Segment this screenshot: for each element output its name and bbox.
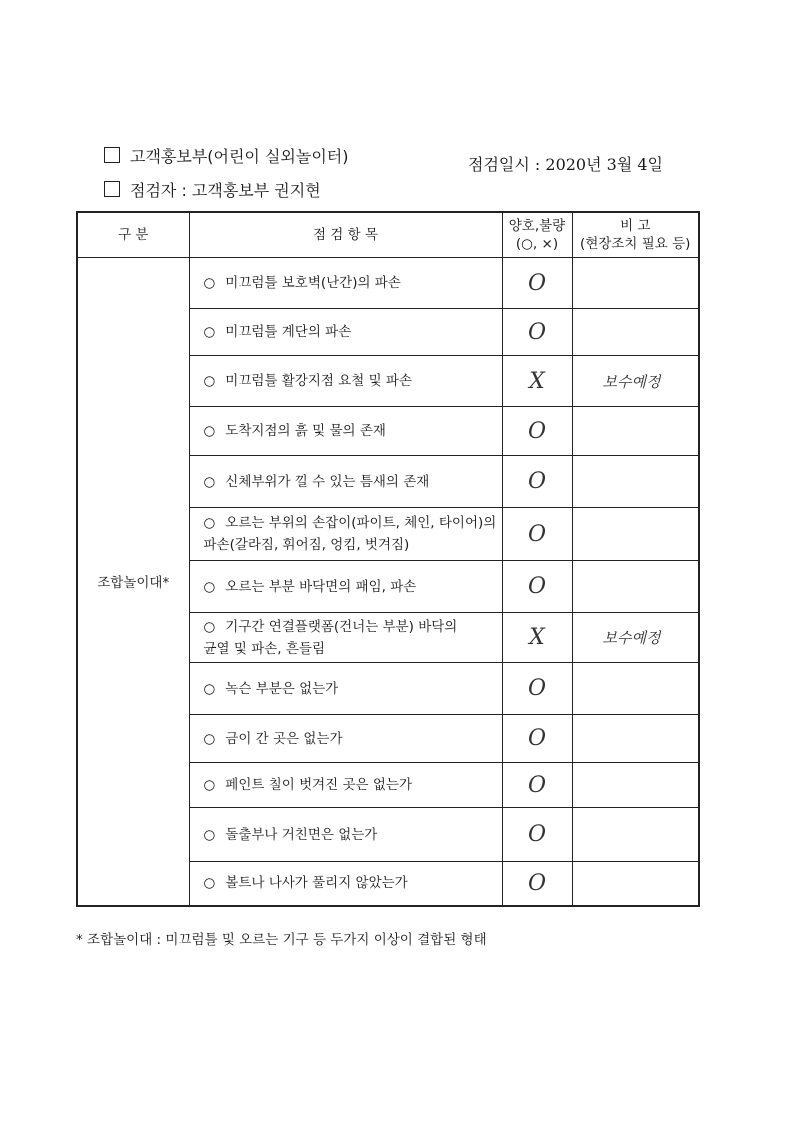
bullet-icon: ○ (203, 423, 216, 439)
note-cell (572, 808, 699, 862)
item-cell (189, 356, 502, 407)
checkbox-icon (104, 147, 120, 163)
category-cell: 조합놀이대* (77, 258, 189, 906)
result-mark: X (502, 613, 572, 663)
note-cell: 보수예정 (572, 613, 699, 663)
inspection-date: 점검일시 : 2020년 3월 4일 (468, 155, 664, 174)
bullet-icon: ○ (203, 324, 216, 340)
item-cell (189, 808, 502, 862)
bullet-icon: ○ (203, 618, 216, 635)
bullet-icon: ○ (203, 777, 216, 793)
items-header: 점 검 항 목 (189, 212, 502, 258)
result-mark: O (502, 862, 572, 906)
result-mark: O (502, 808, 572, 862)
category-header: 구 분 (77, 212, 189, 258)
note-cell (572, 309, 699, 356)
item-cell (189, 663, 502, 715)
note-cell (572, 862, 699, 906)
inspector-text: 점검자 : 고객홍보부 권지현 (130, 181, 321, 200)
note-cell (572, 663, 699, 715)
inspector-line (104, 178, 321, 201)
result-mark: O (502, 309, 572, 356)
item-text: 돌출부나 거친면은 없는가 (225, 826, 378, 843)
note-cell (572, 763, 699, 808)
item-cell (189, 456, 502, 508)
item-text: 볼트나 나사가 풀리지 않았는가 (225, 875, 408, 892)
item-text: 도착지점의 흙 및 물의 존재 (225, 423, 386, 439)
bullet-icon: ○ (203, 578, 216, 595)
item-text: 신체부위가 낄 수 있는 틈새의 존재 (225, 473, 430, 490)
table-header-row (77, 212, 699, 258)
item-cell (189, 561, 502, 613)
item-cell (189, 613, 502, 663)
item-cell (189, 258, 502, 309)
result-mark: O (502, 561, 572, 613)
result-mark: O (502, 258, 572, 309)
note-cell (572, 561, 699, 613)
table-row (77, 258, 699, 309)
item-cell (189, 309, 502, 356)
item-cell (189, 508, 502, 561)
bullet-icon: ○ (203, 730, 216, 747)
item-text: 미끄럼틀 보호벽(난간)의 파손 (225, 275, 401, 291)
result-header: 양호,불량 (○, ×) (502, 212, 572, 258)
item-text: 페인트 칠이 벗겨진 곳은 없는가 (225, 777, 412, 793)
item-cell (189, 862, 502, 906)
bullet-icon: ○ (203, 875, 216, 892)
bullet-icon: ○ (203, 515, 216, 531)
note-cell (572, 508, 699, 561)
result-mark: O (502, 407, 572, 456)
item-text: 오르는 부분 바닥면의 패임, 파손 (225, 578, 417, 595)
item-text: 미끄럼틀 계단의 파손 (225, 324, 352, 340)
result-mark: O (502, 763, 572, 808)
item-text-line2: 균열 및 파손, 흔들림 (203, 640, 325, 657)
bullet-icon: ○ (203, 373, 216, 389)
note-cell (572, 715, 699, 763)
note-cell: 보수예정 (572, 356, 699, 407)
note-cell (572, 407, 699, 456)
result-mark: O (502, 456, 572, 508)
item-cell (189, 715, 502, 763)
org-line (104, 144, 349, 167)
bullet-icon: ○ (203, 275, 216, 291)
item-text-line2: 파손(갈라짐, 휘어짐, 엉킴, 벗겨짐) (203, 537, 410, 553)
note-cell (572, 456, 699, 508)
item-text: 기구간 연결플랫폼(건너는 부분) 바닥의 (225, 618, 458, 635)
item-text: 오르는 부위의 손잡이(파이트, 체인, 타이어)의 (225, 515, 497, 531)
footnote: * 조합놀이대 : 미끄럼틀 및 오르는 기구 등 두가지 이상이 결합된 형태 (76, 932, 487, 948)
bullet-icon: ○ (203, 826, 216, 843)
note-header: 비 고 (현장조치 필요 등) (572, 212, 699, 258)
item-text: 녹슨 부분은 없는가 (225, 680, 339, 697)
org-text: 고객홍보부(어린이 실외놀이터) (130, 147, 349, 166)
item-text: 금이 간 곳은 없는가 (225, 730, 343, 747)
bullet-icon: ○ (203, 473, 216, 490)
bullet-icon: ○ (203, 680, 216, 697)
item-cell (189, 763, 502, 808)
inspection-table (76, 211, 700, 907)
note-cell (572, 258, 699, 309)
checkbox-icon (104, 181, 120, 197)
result-mark: O (502, 715, 572, 763)
item-cell (189, 407, 502, 456)
item-text: 미끄럼틀 활강지점 요철 및 파손 (225, 373, 412, 389)
result-mark: O (502, 508, 572, 561)
result-mark: O (502, 663, 572, 715)
result-mark: X (502, 356, 572, 407)
